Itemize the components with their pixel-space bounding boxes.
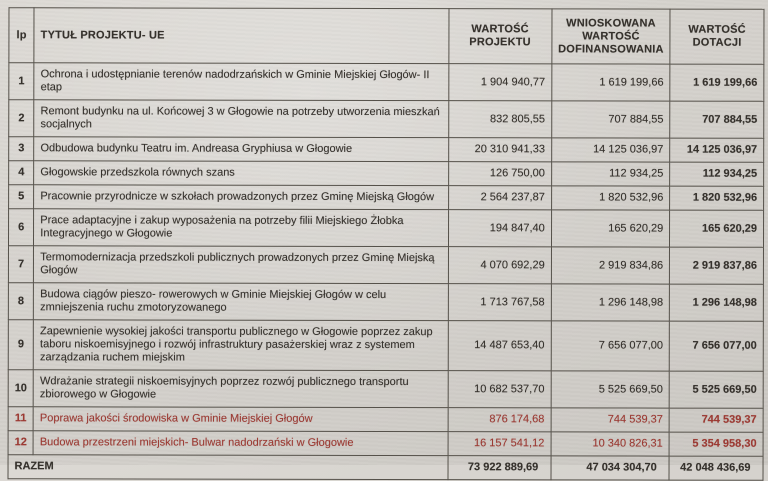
grant-value-cell: 5 354 958,30	[669, 432, 763, 456]
table-row	[8, 209, 763, 248]
grant-value-cell: 5 525 669,50	[669, 371, 763, 408]
table-row	[8, 320, 763, 372]
project-title-cell: Budowa przestrzeni miejskich- Bulwar nadodrzański w Głogowie	[33, 431, 447, 456]
table-row	[8, 283, 763, 322]
table-row	[9, 63, 764, 102]
project-value-cell: 2 564 237,87	[448, 186, 551, 210]
project-title-cell: Ochrona i udostępnianie terenów nadodrzańskich w Gminie Miejskiej Głogów- II etap	[34, 63, 448, 101]
project-title-cell: Pracownie przyrodnicze w szkołach prowadzonych przez Gminę Miejską Głogów	[34, 185, 448, 210]
table-footer	[8, 455, 763, 481]
grant-value-cell: 1 296 148,98	[670, 284, 764, 321]
row-number-cell: 3	[9, 137, 34, 161]
project-title-cell: Zapewnienie wysokiej jakości transportu publicznego w Głogowie poprzez zakup taboru niskoemisyjnego i rozwój infrastruktury pasażerskiej wraz z systemem zarządzania ruchem miejskim	[33, 320, 447, 371]
total-project-value: 73 922 889,69	[448, 456, 551, 480]
table-header	[9, 8, 764, 65]
table-row	[9, 100, 764, 139]
header-lp: lp	[9, 8, 34, 63]
row-number-cell: 4	[9, 161, 34, 185]
row-number-cell: 9	[8, 320, 33, 370]
row-number-cell: 11	[8, 407, 33, 431]
project-title-cell: Prace adaptacyjne i zakup wyposażenia na potrzeby filii Miejskiego Żłobka Integracyjnego w Głogowie	[34, 209, 448, 247]
requested-value-cell: 14 125 036,97	[551, 138, 670, 162]
table-row	[8, 431, 763, 457]
projects-funding-table	[8, 7, 765, 481]
project-value-cell: 832 805,55	[448, 101, 551, 138]
grant-value-cell: 2 919 837,86	[670, 247, 764, 284]
requested-value-cell: 1 296 148,98	[551, 284, 670, 321]
project-value-cell: 4 070 692,29	[448, 247, 551, 284]
row-number-cell: 6	[8, 209, 33, 246]
requested-value-cell: 1 820 532,96	[551, 186, 670, 210]
header-requested-value: WNIOSKOWANA WARTOŚĆ DOFINANSOWANIA	[552, 9, 671, 64]
row-number-cell: 5	[9, 185, 34, 209]
total-row	[8, 455, 763, 481]
project-title-cell: Odbudowa budynku Teatru im. Andreasa Gryphiusa w Głogowie	[34, 137, 448, 162]
grant-value-cell: 14 125 036,97	[670, 138, 764, 162]
project-title-cell: Remont budynku na ul. Końcowej 3 w Głogowie na potrzeby utworzenia mieszkań socjalnych	[34, 100, 448, 138]
header-project-value: WARTOŚĆ PROJEKTU	[448, 9, 551, 64]
project-value-cell: 876 174,68	[448, 408, 551, 432]
table-body	[8, 63, 764, 457]
header-row	[9, 8, 764, 65]
project-title-cell: Budowa ciągów pieszo- rowerowych w Gminie Miejskiej Głogów w celu zmniejszenia ruchu zmotoryzowanego	[34, 283, 448, 321]
project-value-cell: 20 310 941,33	[448, 138, 551, 162]
project-value-cell: 14 487 653,40	[448, 321, 551, 371]
total-requested-value: 47 034 304,70	[551, 456, 670, 480]
requested-value-cell: 707 884,55	[551, 101, 670, 138]
row-number-cell: 10	[8, 370, 33, 407]
project-value-cell: 194 847,40	[448, 210, 551, 247]
requested-value-cell: 10 340 826,31	[551, 432, 670, 456]
grant-value-cell: 744 539,37	[669, 408, 763, 432]
row-number-cell: 1	[9, 63, 34, 100]
project-title-cell: Wdrażanie strategii niskoemisyjnych poprzez rozwój publicznego transportu zbiorowego w Głogowie	[33, 370, 447, 408]
requested-value-cell: 5 525 669,50	[551, 371, 670, 408]
table-row	[8, 246, 763, 285]
row-number-cell: 7	[8, 246, 33, 283]
project-value-cell: 10 682 537,70	[448, 371, 551, 408]
requested-value-cell: 7 656 077,00	[551, 321, 670, 371]
table-row	[9, 161, 764, 187]
project-value-cell: 126 750,00	[448, 162, 551, 186]
grant-value-cell: 1 820 532,96	[670, 186, 764, 210]
requested-value-cell: 744 539,37	[551, 408, 670, 432]
row-number-cell: 2	[9, 100, 34, 137]
project-value-cell: 1 904 940,77	[448, 64, 551, 101]
header-grant-value: WARTOŚĆ DOTACJI	[670, 9, 764, 64]
requested-value-cell: 1 619 199,66	[552, 64, 671, 101]
grant-value-cell: 112 934,25	[670, 162, 764, 186]
grant-value-cell: 7 656 077,00	[669, 321, 763, 371]
table-row	[9, 185, 764, 211]
requested-value-cell: 165 620,29	[551, 210, 670, 247]
total-label: RAZEM	[8, 455, 448, 480]
row-number-cell: 12	[8, 431, 33, 455]
project-value-cell: 1 713 767,58	[448, 284, 551, 321]
grant-value-cell: 165 620,29	[670, 210, 764, 247]
header-project-title: TYTUŁ PROJEKTU- UE	[34, 8, 448, 64]
requested-value-cell: 2 919 834,86	[551, 247, 670, 284]
row-number-cell: 8	[8, 283, 33, 320]
table-row	[9, 137, 764, 163]
total-grant-value: 42 048 436,69	[669, 456, 763, 480]
table-row	[8, 370, 763, 409]
requested-value-cell: 112 934,25	[551, 162, 670, 186]
grant-value-cell: 1 619 199,66	[670, 64, 764, 101]
table-row	[8, 407, 763, 433]
project-title-cell: Poprawa jakości środowiska w Gminie Miejskiej Głogów	[33, 407, 447, 432]
grant-value-cell: 707 884,55	[670, 101, 764, 138]
project-title-cell: Głogowskie przedszkola równych szans	[34, 161, 448, 186]
project-value-cell: 16 157 541,12	[448, 432, 551, 456]
project-title-cell: Termomodernizacja przedszkoli publicznych prowadzonych przez Gminę Miejską Głogów	[34, 246, 448, 284]
